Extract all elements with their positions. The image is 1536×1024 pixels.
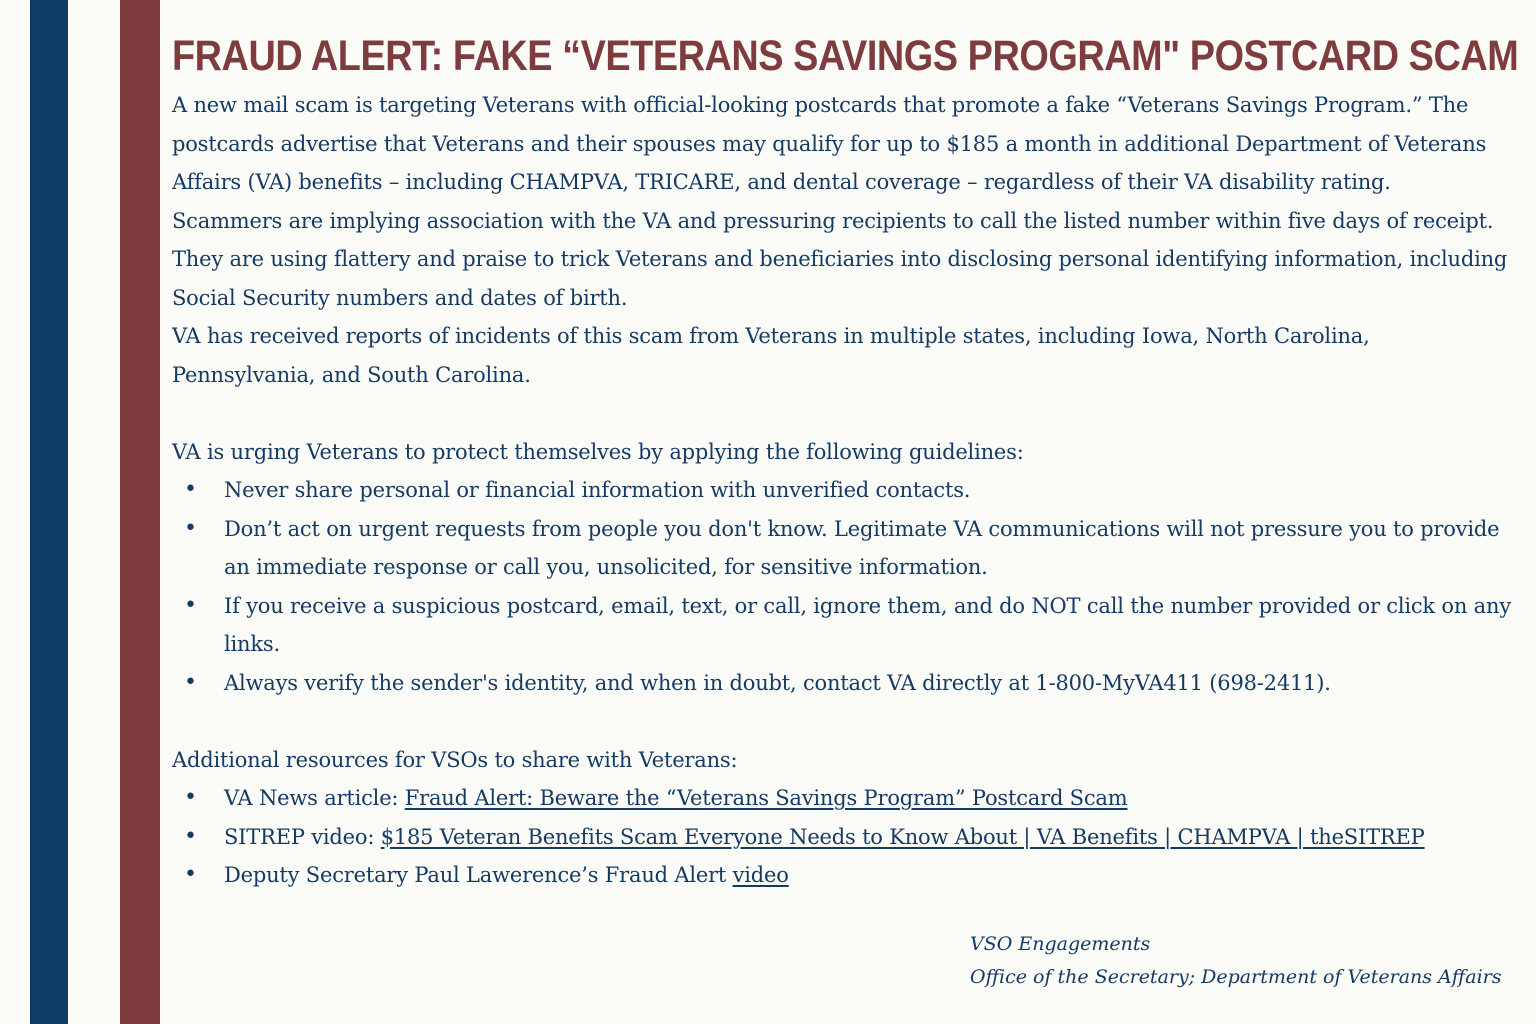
guidelines-heading: VA is urging Veterans to protect themselves by applying the following guidelines: — [172, 439, 1024, 464]
alert-title: FRAUD ALERT: FAKE “VETERANS SAVINGS PROGRAM" POSTCARD SCAM — [172, 32, 1519, 80]
intro-paragraph-3: VA has received reports of incidents of this scam from Veterans in multiple states, including Iowa, North Carolina, Pennsylvania, and South Carolina. — [172, 324, 1370, 387]
va-news-article-link[interactable]: Fraud Alert: Beware the “Veterans Savings Program” Postcard Scam — [404, 786, 1128, 810]
intro-paragraph-2: Scammers are implying association with the VA and pressuring recipients to call the listed number within five days of receipt. They are using flattery and praise to trick Veterans and beneficiaries into disclosing personal identifying information, including Social Security numbers and dates of birth. — [172, 208, 1508, 310]
section-spacer — [172, 702, 1512, 741]
guideline-item — [172, 664, 1512, 703]
white-stripe — [68, 0, 120, 1024]
resource-prefix: SITREP video: — [224, 824, 381, 849]
signature-line-1: VSO Engagements — [970, 933, 1151, 955]
resource-item — [172, 818, 1512, 857]
resources-list — [172, 779, 1512, 895]
guidelines-list — [172, 471, 1512, 702]
bullet-icon: • — [184, 862, 197, 887]
guideline-item — [172, 510, 1512, 587]
bullet-icon: • — [184, 823, 197, 849]
fraud-alert-video-link[interactable]: video — [732, 863, 789, 887]
resources-heading: Additional resources for VSOs to share with Veterans: — [172, 747, 738, 772]
bullet-icon: • — [184, 477, 197, 502]
guideline-text: Always verify the sender's identity, and when in doubt, contact VA directly at 1-800-MyVA411 (698-2411). — [224, 670, 1331, 695]
guideline-item — [172, 471, 1512, 510]
sitrep-video-link[interactable]: $185 Veteran Benefits Scam Everyone Needs to Know About | VA Benefits | CHAMPVA | theSITREP — [380, 824, 1425, 849]
navy-stripe — [30, 0, 68, 1024]
resource-item — [172, 856, 1512, 895]
resource-prefix: VA News article: — [224, 786, 405, 810]
guideline-text: Never share personal or financial information with unverified contacts. — [224, 478, 971, 502]
resource-item — [172, 779, 1512, 818]
bullet-icon: • — [184, 515, 197, 541]
section-spacer — [172, 394, 1512, 433]
signature-line-2: Office of the Secretary; Department of Veterans Affairs — [970, 966, 1502, 988]
resource-prefix: Deputy Secretary Paul Lawerence’s Fraud Alert — [224, 863, 733, 887]
intro-paragraph-1: A new mail scam is targeting Veterans with official-looking postcards that promote a fake “Veterans Savings Program.” The postcards advertise that Veterans and their spouses may qualify for up to $185 a month in additional Department of Veterans Affairs (VA) benefits – including CHAMPVA, TRICARE, and dental coverage – regardless of their VA disability rating. — [172, 93, 1487, 194]
signature-block — [970, 928, 1501, 994]
guideline-text: Don’t act on urgent requests from people you don't know. Legitimate VA communications will not pressure you to provide an immediate response or call you, unsolicited, for sensitive information. — [224, 516, 1500, 579]
guideline-item — [172, 587, 1512, 664]
maroon-stripe — [120, 0, 160, 1024]
alert-content — [172, 28, 1519, 895]
bullet-icon: • — [184, 592, 197, 618]
guideline-text: If you receive a suspicious postcard, email, text, or call, ignore them, and do NOT call the number provided or click on any links. — [224, 593, 1511, 656]
bullet-icon: • — [184, 785, 197, 810]
bullet-icon: • — [184, 669, 197, 695]
